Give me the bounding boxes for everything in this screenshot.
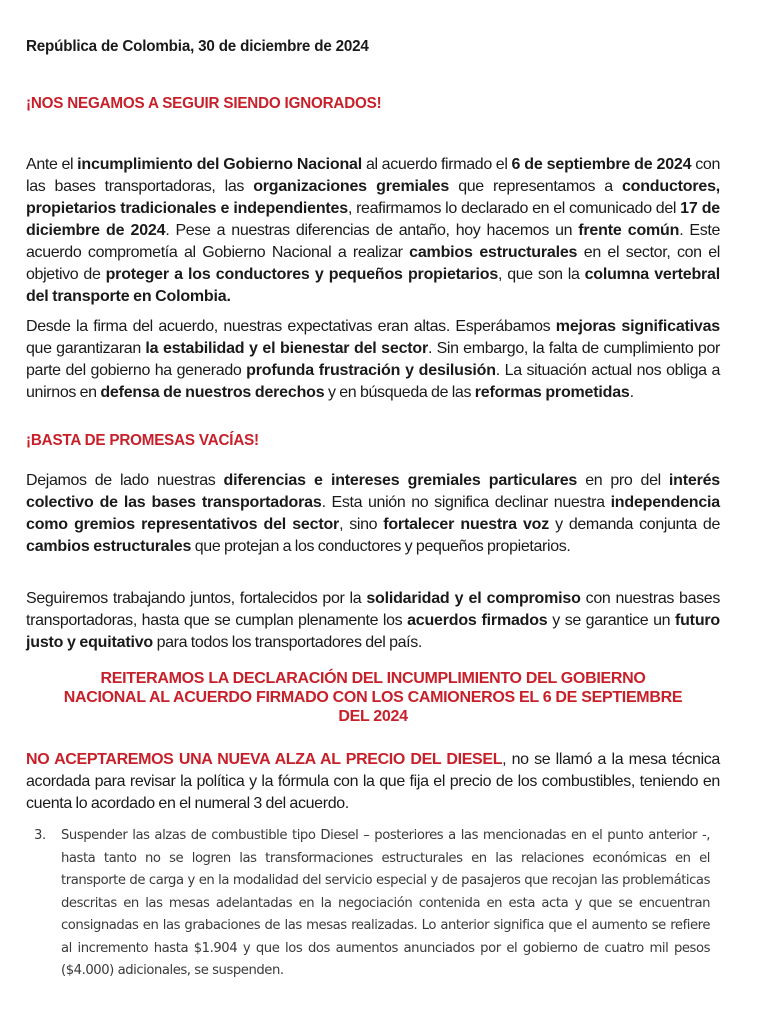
excerpt-text: Suspender las alzas de combustible tipo Diesel – posteriores a las mencionadas en el punto anterior -, hasta tanto no se logren las transformaciones estructurales en las relaciones económicas en el transporte de carga y en la modalidad del servicio especial y de pasajeros que recojan las problemáticas descritas en las mesas adelantadas en la negociación contenida en esta acta y que se encuentran consignadas en las grabaciones de las mesas realizadas. Lo anterior significa que el aumento se refiere al incremento hasta $1.904 y que los dos aumentos anunciados por el gobierno de cuatro mil pesos ($4.000) adicionales, se suspenden.	[61, 828, 710, 978]
diesel-warning: NO ACEPTAREMOS UNA NUEVA ALZA AL PRECIO DEL DIESEL	[26, 751, 503, 768]
excerpt-number: 3.	[34, 828, 46, 843]
declaration-line-1: REITERAMOS LA DECLARACIÓN DEL INCUMPLIMIENTO DEL GOBIERNO	[100, 670, 646, 687]
agreement-excerpt	[34, 825, 710, 983]
heading-ignored: ¡NOS NEGAMOS A SEGUIR SIENDO IGNORADOS!	[26, 95, 382, 112]
dateline: República de Colombia, 30 de diciembre de 2024	[26, 38, 369, 55]
declaration-line-2: NACIONAL AL ACUERDO FIRMADO CON LOS CAMIONEROS EL 6 DE SEPTIEMBRE	[63, 689, 683, 706]
paragraph-unity: Dejamos de lado nuestras diferencias e intereses gremiales particulares en pro del interés colectivo de las bases transportadoras. Esta unión no significa declinar nuestra independencia como gremios representativos del sector, sino fortalecer nuestra voz y demanda conjunta de cambios estructurales que protejan a los conductores y pequeños propietarios.	[26, 472, 720, 555]
declaration-line-3: DEL 2024	[338, 708, 408, 725]
paragraph-solidarity: Seguiremos trabajando juntos, fortalecidos por la solidaridad y el compromiso con nuestras bases transportadoras, hasta que se cumplan plenamente los acuerdos firmados y se garantice un futuro justo y equitativo para todos los transportadores del país.	[26, 590, 720, 651]
declaration-heading	[26, 669, 720, 726]
paragraph-expectations: Desde la firma del acuerdo, nuestras expectativas eran altas. Esperábamos mejoras significativas que garantizaran la estabilidad y el bienestar del sector. Sin embargo, la falta de cumplimiento por parte del gobierno ha generado profunda frustración y desilusión. La situación actual nos obliga a unirnos en defensa de nuestros derechos y en búsqueda de las reformas prometidas.	[26, 318, 720, 401]
paragraph-diesel: NO ACEPTAREMOS UNA NUEVA ALZA AL PRECIO DEL DIESEL, no se llamó a la mesa técnica acordada para revisar la política y la fórmula con la que fija el precio de los combustibles, teniendo en cuenta lo acordado en el numeral 3 del acuerdo.	[26, 751, 720, 812]
heading-empty-promises: ¡BASTA DE PROMESAS VACÍAS!	[26, 432, 259, 449]
paragraph-intro: Ante el incumplimiento del Gobierno Nacional al acuerdo firmado el 6 de septiembre de 2024 con las bases transportadoras, las organizaciones gremiales que representamos a conductores, propietarios tradicionales e independientes, reafirmamos lo declarado en el comunicado del 17 de diciembre de 2024. Pese a nuestras diferencias de antaño, hoy hacemos un frente común. Este acuerdo comprometía al Gobierno Nacional a realizar cambios estructurales en el sector, con el objetivo de proteger a los conductores y pequeños propietarios, que son la columna vertebral del transporte en Colombia.	[26, 156, 721, 305]
